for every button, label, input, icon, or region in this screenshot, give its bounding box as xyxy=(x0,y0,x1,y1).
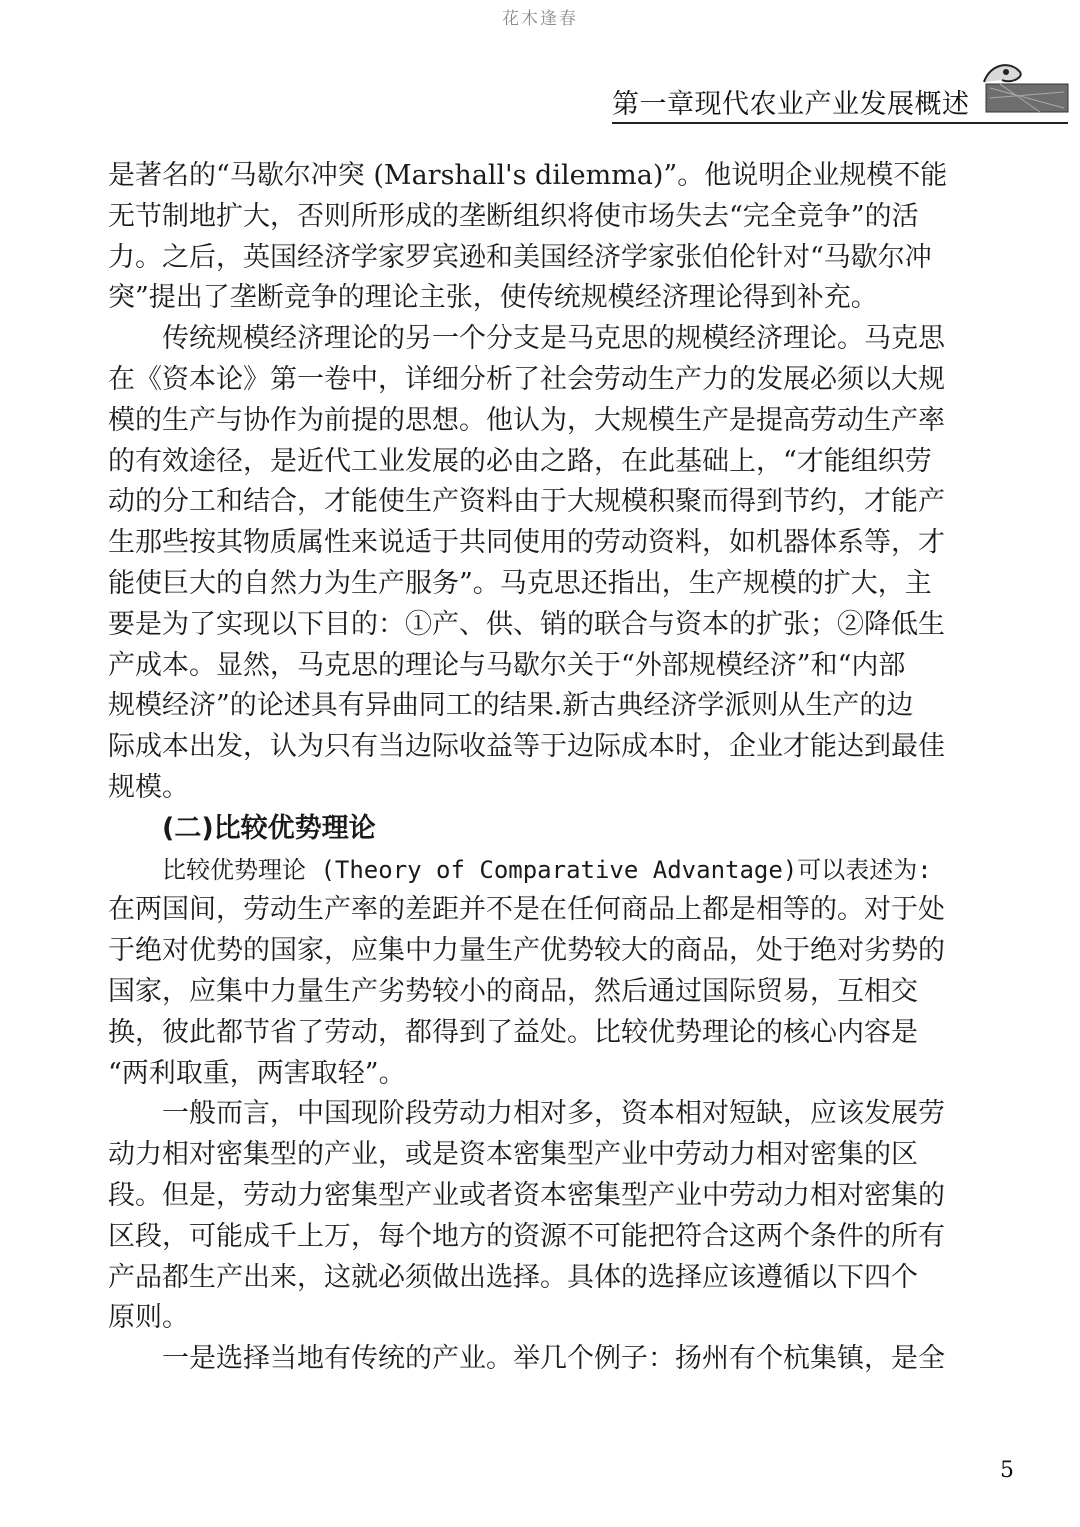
text-line: 生那些按其物质属性来说适于共同使用的劳动资料，如机器体系等，才 xyxy=(108,527,945,559)
text-line: 在《资本论》第一卷中，详细分析了社会劳动生产力的发展必须以大规 xyxy=(108,363,945,395)
text-line: 动的分工和结合，才能使生产资料由于大规模积聚而得到节约，才能产 xyxy=(108,486,945,518)
text-line: 比较优势理论 (Theory of Comparative Advantage)可以表述为: xyxy=(162,855,932,884)
text-line: 一是选择当地有传统的产业。举几个例子：扬州有个杭集镇，是全 xyxy=(162,1343,945,1375)
text-line: 换，彼此都节省了劳动，都得到了益处。比较优势理论的核心内容是 xyxy=(108,1016,918,1048)
text-line: 区段，可能成千上万，每个地方的资源不可能把符合这两个条件的所有 xyxy=(108,1220,945,1252)
text-line: 无节制地扩大，否则所形成的垄断组织将使市场失去“完全竞争”的活 xyxy=(108,200,919,232)
section-heading: (二)比较优势理论 xyxy=(162,812,376,844)
text-line: 在两国间，劳动生产率的差距并不是在任何商品上都是相等的。对于处 xyxy=(108,894,945,926)
text-line: 要是为了实现以下目的：①产、供、销的联合与资本的扩张；②降低生 xyxy=(108,608,945,640)
text-line: 能使巨大的自然力为生产服务”。马克思还指出，生产规模的扩大，主 xyxy=(108,567,932,599)
text-line: 产成本。显然，马克思的理论与马歇尔关于“外部规模经济”和“内部 xyxy=(108,649,906,681)
body-text xyxy=(108,156,980,1380)
page-number: 5 xyxy=(1000,1458,1014,1483)
text-line: 国家，应集中力量生产劣势较小的商品，然后通过国际贸易，互相交 xyxy=(108,975,918,1007)
header-rule xyxy=(612,122,1068,124)
text-line: 段。但是，劳动力密集型产业或者资本密集型产业中劳动力相对密集的 xyxy=(108,1179,945,1211)
text-line: 是著名的“马歇尔冲突 (Marshall's dilemma)”。他说明企业规模不能 xyxy=(108,160,948,191)
chapter-title: 第一章现代农业产业发展概述 xyxy=(612,89,970,120)
watermark: 花木逢春 xyxy=(502,9,578,29)
text-line: 动力相对密集型的产业，或是资本密集型产业中劳动力相对密集的区 xyxy=(108,1139,918,1171)
text-line: 际成本出发，认为只有当边际收益等于边际成本时，企业才能达到最佳 xyxy=(108,731,945,763)
text-line: 突”提出了垄断竞争的理论主张，使传统规模经济理论得到补充。 xyxy=(108,282,878,314)
text-line: “两利取重，两害取轻”。 xyxy=(108,1057,406,1089)
text-line: 产品都生产出来，这就必须做出选择。具体的选择应该遵循以下四个 xyxy=(108,1261,918,1293)
header-ornament-image xyxy=(980,58,1070,124)
text-line: 一般而言，中国现阶段劳动力相对多，资本相对短缺，应该发展劳 xyxy=(162,1098,945,1130)
text-line: 的有效途径，是近代工业发展的必由之路，在此基础上，“才能组织劳 xyxy=(108,445,932,477)
text-line: 传统规模经济理论的另一个分支是马克思的规模经济理论。马克思 xyxy=(162,323,945,355)
text-line: 规模经济”的论述具有异曲同工的结果.新古典经济学派则从生产的边 xyxy=(108,690,914,722)
text-line: 规模。 xyxy=(108,771,189,803)
text-line: 力。之后，英国经济学家罗宾逊和美国经济学家张伯伦针对“马歇尔冲 xyxy=(108,241,932,273)
text-line: 原则。 xyxy=(108,1302,189,1334)
text-line: 模的生产与协作为前提的思想。他认为，大规模生产是提高劳动生产率 xyxy=(108,404,945,436)
text-line: 于绝对优势的国家，应集中力量生产优势较大的商品，处于绝对劣势的 xyxy=(108,935,945,967)
